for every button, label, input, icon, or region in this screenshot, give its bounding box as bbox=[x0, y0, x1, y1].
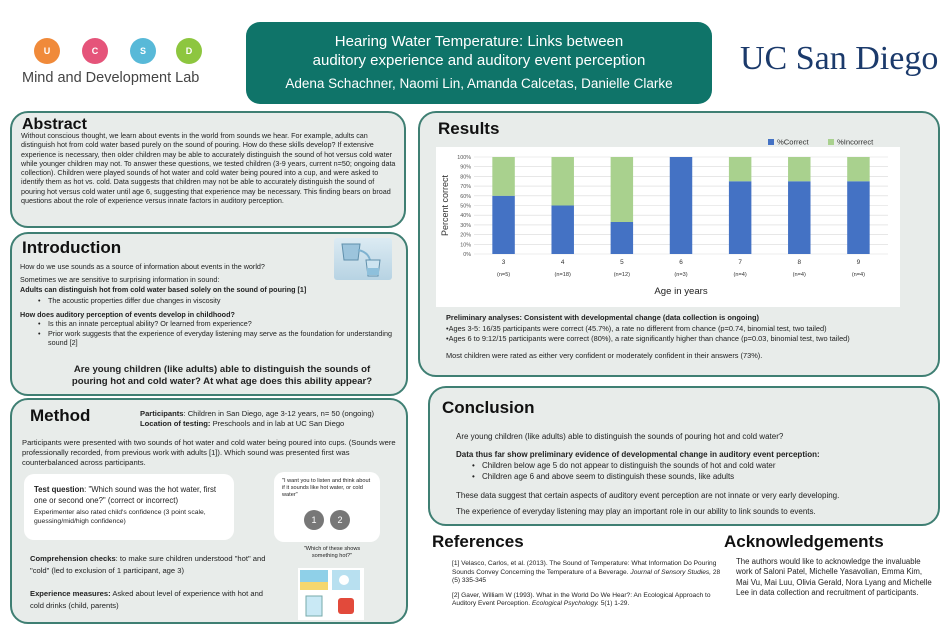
n-label: (n=4) bbox=[733, 272, 747, 278]
test-question-box bbox=[24, 474, 234, 540]
n-label: (n=4) bbox=[792, 272, 806, 278]
x-axis-label: Age in years bbox=[654, 286, 708, 297]
experience-text: Asked about level of experience with hot and cold drinks (child, parents) bbox=[30, 589, 264, 610]
y-tick-label: 60% bbox=[460, 193, 471, 200]
n-label: (n=4) bbox=[851, 272, 866, 278]
intro-question: How do we use sounds as a source of information about events in the world? bbox=[20, 262, 265, 271]
x-tick-label: 5 bbox=[620, 259, 624, 266]
logo-dot-c: C bbox=[82, 38, 108, 64]
bar-incorrect bbox=[847, 157, 869, 181]
conclusion-not-innate: These data suggest that certain aspects of auditory event perception are not innate or very early developing. bbox=[456, 491, 840, 500]
y-tick-label: 20% bbox=[460, 232, 471, 239]
y-tick-label: 80% bbox=[460, 174, 471, 181]
introduction-heading: Introduction bbox=[22, 238, 122, 257]
lab-name: Mind and Development Lab bbox=[22, 70, 200, 86]
ucsd-logo: UC San Diego bbox=[740, 40, 939, 77]
hot-cold-pictures bbox=[298, 568, 364, 620]
bar-correct bbox=[788, 181, 810, 254]
y-tick-label: 0% bbox=[463, 252, 471, 258]
legend-swatch-correct bbox=[768, 139, 774, 145]
method-panel bbox=[10, 398, 408, 624]
participants-label: Participants bbox=[140, 409, 184, 418]
participants-text: : Children in San Diego, age 3-12 years, n= 50 (ongoing) bbox=[183, 409, 375, 418]
listen-prompt-box bbox=[274, 472, 380, 542]
intro-development-bold: How does auditory perception of events develop in childhood? bbox=[20, 310, 235, 320]
acknowledgements-heading: Acknowledgements bbox=[724, 532, 884, 551]
reference-2: [2] Gaver, William W (1993). What in the World Do We Hear?: An Ecological Approach to Auditory Event Perception. Ecological Psychology. 5(1) 1-29. bbox=[452, 591, 711, 608]
x-tick-label: 8 bbox=[797, 259, 802, 266]
intro-prior-work-bullet: • Prior work suggests that the experience of everyday listening may serve as the foundation for understanding sound [2] bbox=[38, 329, 410, 348]
poster-title-line2: auditory experience and auditory event perception bbox=[312, 52, 646, 69]
bar-correct bbox=[551, 206, 573, 255]
bar-incorrect bbox=[492, 157, 514, 196]
sound-1-button[interactable]: 1 bbox=[304, 510, 324, 530]
bar-incorrect bbox=[729, 157, 751, 181]
conclusion-above-6-bullet: • Children age 6 and above seem to distinguish these sounds, like adults bbox=[472, 471, 936, 482]
x-tick-label: 9 bbox=[856, 259, 861, 266]
bar-correct bbox=[670, 157, 692, 254]
x-tick-label: 6 bbox=[679, 259, 683, 266]
comprehension-label: Comprehension checks bbox=[30, 554, 116, 563]
intro-sensitive-text: Sometimes we are sensitive to surprising information in sound: bbox=[20, 275, 220, 285]
logo-dot-d: D bbox=[176, 38, 202, 64]
n-label: (n=12) bbox=[613, 272, 631, 278]
legend-label-correct: %Correct bbox=[777, 137, 809, 147]
x-tick-label: 3 bbox=[501, 259, 506, 266]
results-chart bbox=[436, 137, 900, 307]
x-tick-label: 4 bbox=[560, 259, 565, 266]
confidence-summary: Most children were rated as either very confident or moderately confident in their answers (73%). bbox=[446, 350, 763, 360]
bar-incorrect bbox=[788, 157, 810, 181]
experience-label: Experience measures: bbox=[30, 589, 111, 598]
conclusion-evidence-bold: Data thus far show preliminary evidence of developmental change in auditory event perception: bbox=[456, 450, 820, 459]
sound-2-button[interactable]: 2 bbox=[330, 510, 350, 530]
intro-adults-bold: Adults can distinguish hot from cold water based solely on the sound of pouring [1] bbox=[20, 284, 307, 294]
acknowledgements-text: The authors would like to acknowledge the invaluable work of Saloni Patel, Michelle Yasavolian, Emma Kim, Mai Vu, Mai Luu, Olivia Gerald, Nora Lyang and Michelle Lee in data collection and recruitment of participants. bbox=[736, 557, 932, 598]
intro-innate-bullet: • Is this an innate perceptual ability? Or learned from experience? bbox=[38, 319, 410, 328]
bar-correct bbox=[492, 196, 514, 254]
conclusion-question: Are young children (like adults) able to distinguish the sounds of pouring hot and cold water? bbox=[456, 432, 784, 441]
y-tick-label: 30% bbox=[460, 222, 471, 229]
legend-label-incorrect: %Incorrect bbox=[837, 137, 874, 147]
n-label: (n=18) bbox=[554, 272, 571, 278]
listen-prompt-text: "I want you to listen and think about if it sounds like hot water, or cold water" bbox=[282, 478, 371, 498]
method-description: Participants were presented with two sounds of hot water and cold water being poured into cups. (Sounds were professionally recorded, from previous work with adults [1]). Which sound was presented first was counterbalanced across participants. bbox=[22, 438, 396, 467]
y-tick-label: 10% bbox=[460, 242, 471, 249]
conclusion-below-5-bullet: • Children below age 5 do not appear to distinguish the sounds of hot and cold water bbox=[472, 460, 936, 471]
bar-correct bbox=[611, 222, 633, 254]
bar-incorrect bbox=[551, 157, 573, 206]
abstract-text: Without conscious thought, we learn about events in the world from sounds we hear. For example, adults can distinguish hot from cold water based purely on the sound of pouring. How do these skills develop? If extensive experience is necessary, then older children may be able to accurately distinguish the sound of hot versus cold water while younger children may not. To answer these questions, we tested children (3-9 years, current n=50; ongoing data collection). Children were played sounds of hot water and cold water being poured into a cup, and were asked to identify them as hot vs. cold. Data suggests that children may not be able to accurately distinguish the sound of pouring hot versus cold water until age 6, suggesting that experience may be necessary. This finding bears on broad questions about the role of experience versus innate factors in auditory perception. bbox=[21, 131, 396, 206]
intro-research-question: Are young children (like adults) able to distinguish the sounds of pouring hot and cold water? At what age does this ability appear? bbox=[71, 364, 373, 387]
bar-correct bbox=[729, 181, 751, 254]
y-tick-label: 50% bbox=[460, 203, 471, 210]
poster-title-box bbox=[246, 22, 712, 104]
n-label: (n=5) bbox=[496, 272, 511, 278]
location-label: Location of testing: bbox=[140, 418, 211, 428]
logo-dot-u: U bbox=[34, 38, 60, 64]
x-tick-label: 7 bbox=[738, 259, 742, 266]
introduction-panel bbox=[10, 232, 408, 396]
conclusion-experience: The experience of everyday listening may play an important role in our ability to link sounds to events. bbox=[456, 507, 816, 516]
logo-dot-s: S bbox=[130, 38, 156, 64]
analysis-ages-3-5: •Ages 3-5: 16/35 participants were correct (45.7%), a rate no different from chance (p=0.74, binomial test, two tailed) bbox=[446, 323, 827, 333]
confidence-note: Experimenter also rated child's confidence (3 point scale, guessing/mid/high confidence) bbox=[34, 509, 206, 525]
method-heading: Method bbox=[30, 406, 91, 425]
comprehension-text: : to make sure children understood "hot" and "cold" (led to exclusion of 1 participant, age 3) bbox=[30, 554, 266, 575]
conclusion-heading: Conclusion bbox=[442, 398, 535, 417]
lab-logo bbox=[22, 34, 232, 94]
y-axis-label: Percent correct bbox=[440, 174, 450, 237]
analysis-title: Preliminary analyses: Consistent with developmental change (data collection is ongoing) bbox=[446, 313, 759, 322]
test-question-text: : "Which sound was the hot water, first one or second one?" (correct or incorrect) bbox=[34, 485, 217, 505]
poster-authors: Adena Schachner, Naomi Lin, Amanda Calcetas, Danielle Clarke bbox=[285, 76, 673, 91]
hot-prompt-text: "Which of these shows something hot?" bbox=[303, 546, 361, 559]
bar-incorrect bbox=[611, 157, 633, 222]
location-text: Preschools and in lab at UC San Diego bbox=[210, 418, 345, 428]
conclusion-panel bbox=[428, 386, 940, 526]
poster-title-line1: Hearing Water Temperature: Links between bbox=[334, 33, 624, 50]
legend-swatch-incorrect bbox=[828, 139, 834, 145]
references-heading: References bbox=[432, 532, 524, 551]
intro-viscosity-bullet: • The acoustic properties differ due changes in viscosity bbox=[38, 296, 410, 305]
results-heading: Results bbox=[438, 119, 500, 138]
y-tick-label: 40% bbox=[460, 213, 471, 220]
reference-1: [1] Velasco, Carlos, et al. (2013). The Sound of Temperature: What Information Do Pouring Sounds Convey Concerning the Temperature of a Beverage. Journal of Sensory Studies, 28 (5) 335-345 bbox=[452, 560, 721, 585]
abstract-heading: Abstract bbox=[22, 116, 87, 133]
test-question-label: Test question bbox=[34, 485, 85, 494]
bar-correct bbox=[847, 181, 869, 254]
analysis-ages-6-9: •Ages 6 to 9:12/15 participants were correct (80%), a rate significantly higher than chance (p=0.03, binomial test, two tailed) bbox=[446, 334, 850, 343]
abstract-panel bbox=[10, 111, 406, 228]
results-chart-svg bbox=[436, 137, 900, 307]
y-tick-label: 90% bbox=[460, 164, 471, 171]
n-label: (n=3) bbox=[674, 272, 688, 278]
y-tick-label: 100% bbox=[457, 155, 471, 161]
y-tick-label: 70% bbox=[460, 184, 471, 191]
